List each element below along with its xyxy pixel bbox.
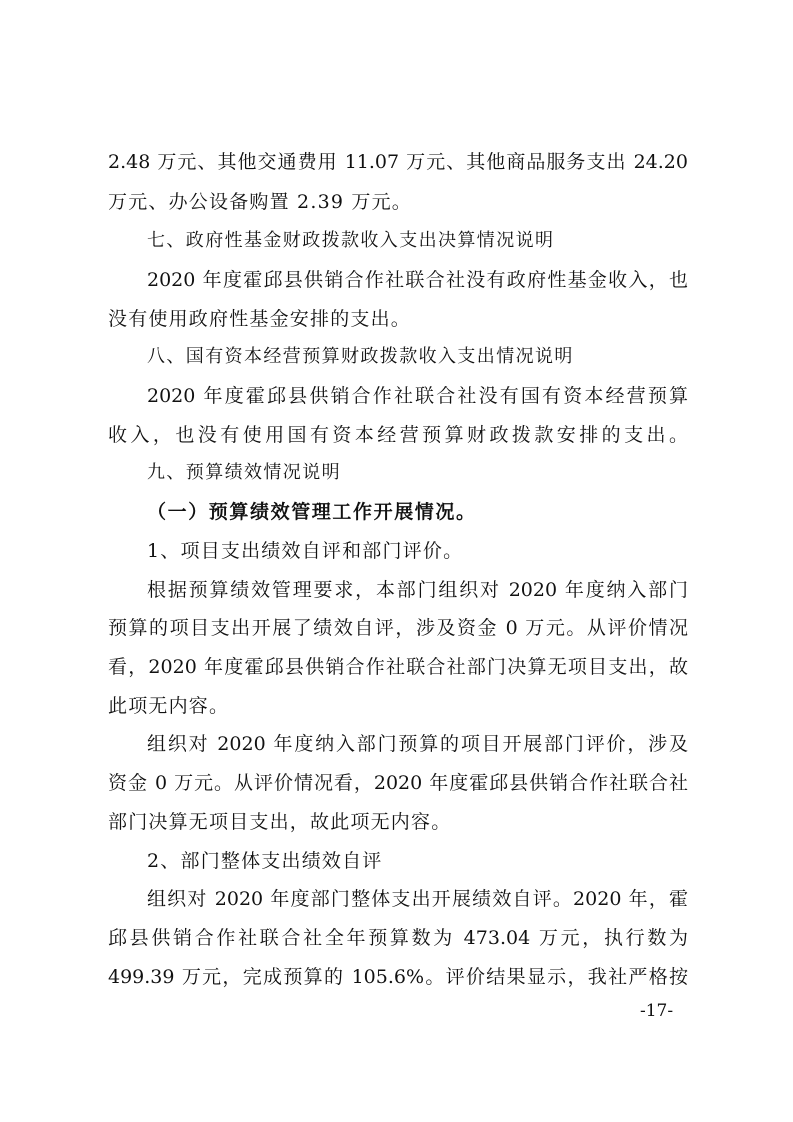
body-text-line: 2020 年度霍邱县供销合作社联合社没有政府性基金收入，也 [147, 269, 688, 291]
body-text-line: 看，2020 年度霍邱县供销合作社联合社部门决算无项目支出，故 [108, 656, 688, 678]
body-text-line: 收入，也没有使用国有资本经营预算财政拨款安排的支出。 [108, 424, 688, 446]
section-heading-7: 七、政府性基金财政拨款收入支出决算情况说明 [147, 230, 555, 251]
section-heading-8: 八、国有资本经营预算财政拨款收入支出情况说明 [147, 346, 574, 367]
body-text-line: 根据预算绩效管理要求，本部门组织对 2020 年度纳入部门 [147, 579, 688, 601]
body-text-line: 此项无内容。 [108, 695, 230, 717]
body-text-line: 499.39 万元，完成预算的 105.6%。评价结果显示，我社严格按 [108, 966, 688, 988]
body-text-line: 资金 0 万元。从评价情况看，2020 年度霍邱县供销合作社联合社 [108, 772, 688, 794]
body-text-line: 万元、办公设备购置 2.39 万元。 [108, 191, 412, 213]
item-heading-1: 1、项目支出绩效自评和部门评价。 [147, 540, 464, 562]
item-heading-2: 2、部门整体支出绩效自评 [147, 850, 383, 872]
body-text-line: 没有使用政府性基金安排的支出。 [108, 308, 412, 330]
page-number: -17- [640, 1001, 674, 1021]
subsection-heading: （一）预算绩效管理工作开展情况。 [147, 501, 477, 523]
body-text-line: 部门决算无项目支出，故此项无内容。 [108, 811, 452, 833]
body-text-line: 组织对 2020 年度纳入部门预算的项目开展部门评价，涉及 [147, 733, 688, 755]
body-text-line: 邱县供销合作社联合社全年预算数为 473.04 万元，执行数为 [108, 927, 688, 949]
body-text-line: 2.48 万元、其他交通费用 11.07 万元、其他商品服务支出 24.20 [108, 151, 688, 173]
body-text-line: 2020 年度霍邱县供销合作社联合社没有国有资本经营预算 [147, 385, 688, 407]
body-text-line: 预算的项目支出开展了绩效自评，涉及资金 0 万元。从评价情况 [108, 617, 688, 639]
section-heading-9: 九、预算绩效情况说明 [147, 462, 341, 483]
body-text-line: 组织对 2020 年度部门整体支出开展绩效自评。2020 年，霍 [147, 888, 688, 910]
